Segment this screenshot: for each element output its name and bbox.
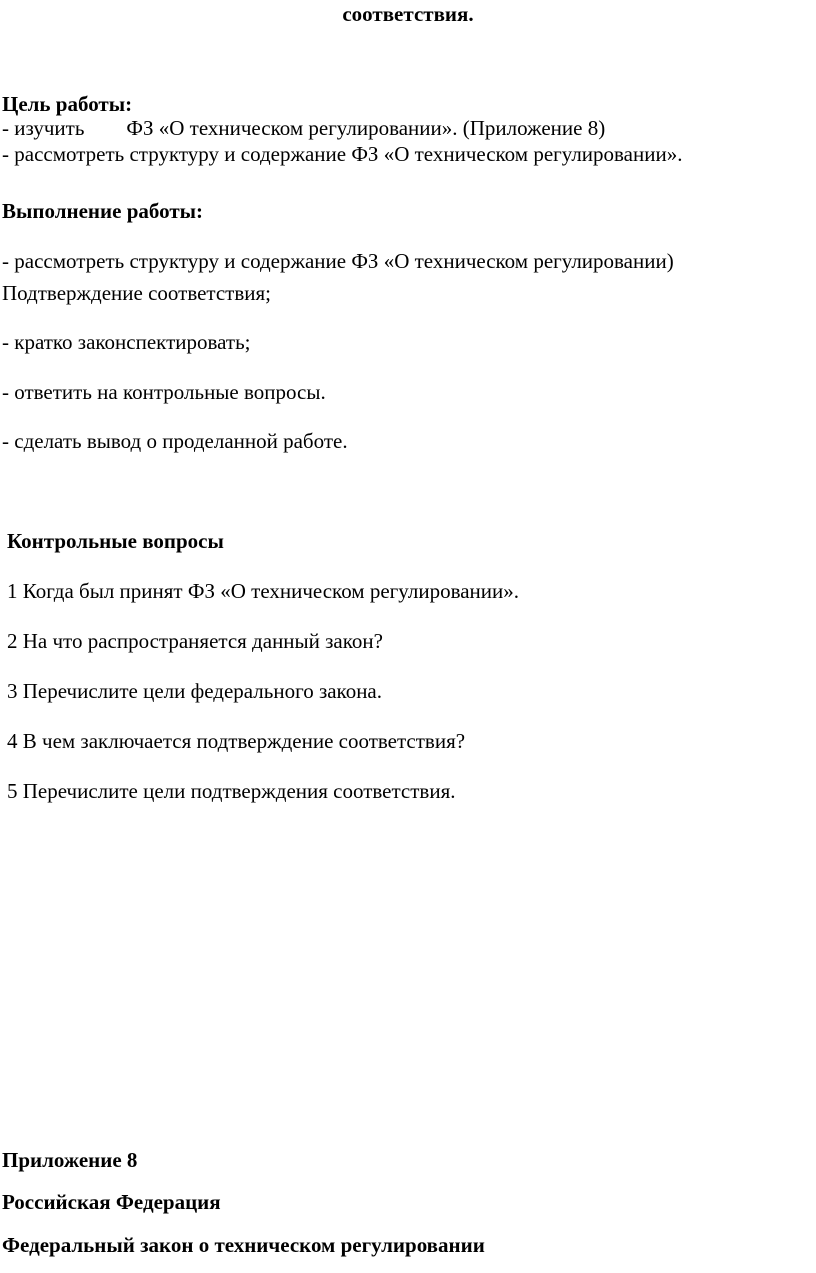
goal-line-1: [2, 116, 605, 141]
question-item-1: 1 Когда был принят ФЗ «О техническом регулировании».: [7, 579, 519, 603]
execution-item-4: - сделать вывод о проделанной работе.: [2, 429, 348, 453]
appendix-country: Российская Федерация: [2, 1190, 221, 1214]
top-line: соответствия.: [342, 2, 474, 26]
goal-line-1-rest: ФЗ «О техническом регулировании». (Приложение 8): [126, 116, 606, 140]
question-item-3: 3 Перечислите цели федерального закона.: [7, 679, 383, 703]
question-item-2: 2 На что распространяется данный закон?: [7, 629, 383, 653]
execution-item-3: - ответить на контрольные вопросы.: [2, 380, 326, 404]
appendix-law-title: Федеральный закон о техническом регулировании: [2, 1233, 485, 1257]
questions-heading: Контрольные вопросы: [7, 529, 224, 553]
goal-heading: Цель работы:: [2, 92, 133, 116]
execution-item-1-line-1: - рассмотреть структуру и содержание ФЗ «О техническом регулировании): [2, 249, 674, 273]
execution-heading: Выполнение работы:: [2, 199, 204, 223]
goal-line-2: - рассмотреть структуру и содержание ФЗ «О техническом регулировании».: [2, 142, 683, 166]
question-item-5: 5 Перечислите цели подтверждения соответствия.: [7, 779, 456, 803]
execution-item-1-line-2: Подтверждение соответствия;: [2, 281, 272, 305]
question-item-4: 4 В чем заключается подтверждение соответствия?: [7, 729, 466, 753]
execution-item-2: - кратко законспектировать;: [2, 330, 251, 354]
goal-line-1-prefix: - изучить: [2, 116, 85, 140]
appendix-title: Приложение 8: [2, 1148, 138, 1172]
